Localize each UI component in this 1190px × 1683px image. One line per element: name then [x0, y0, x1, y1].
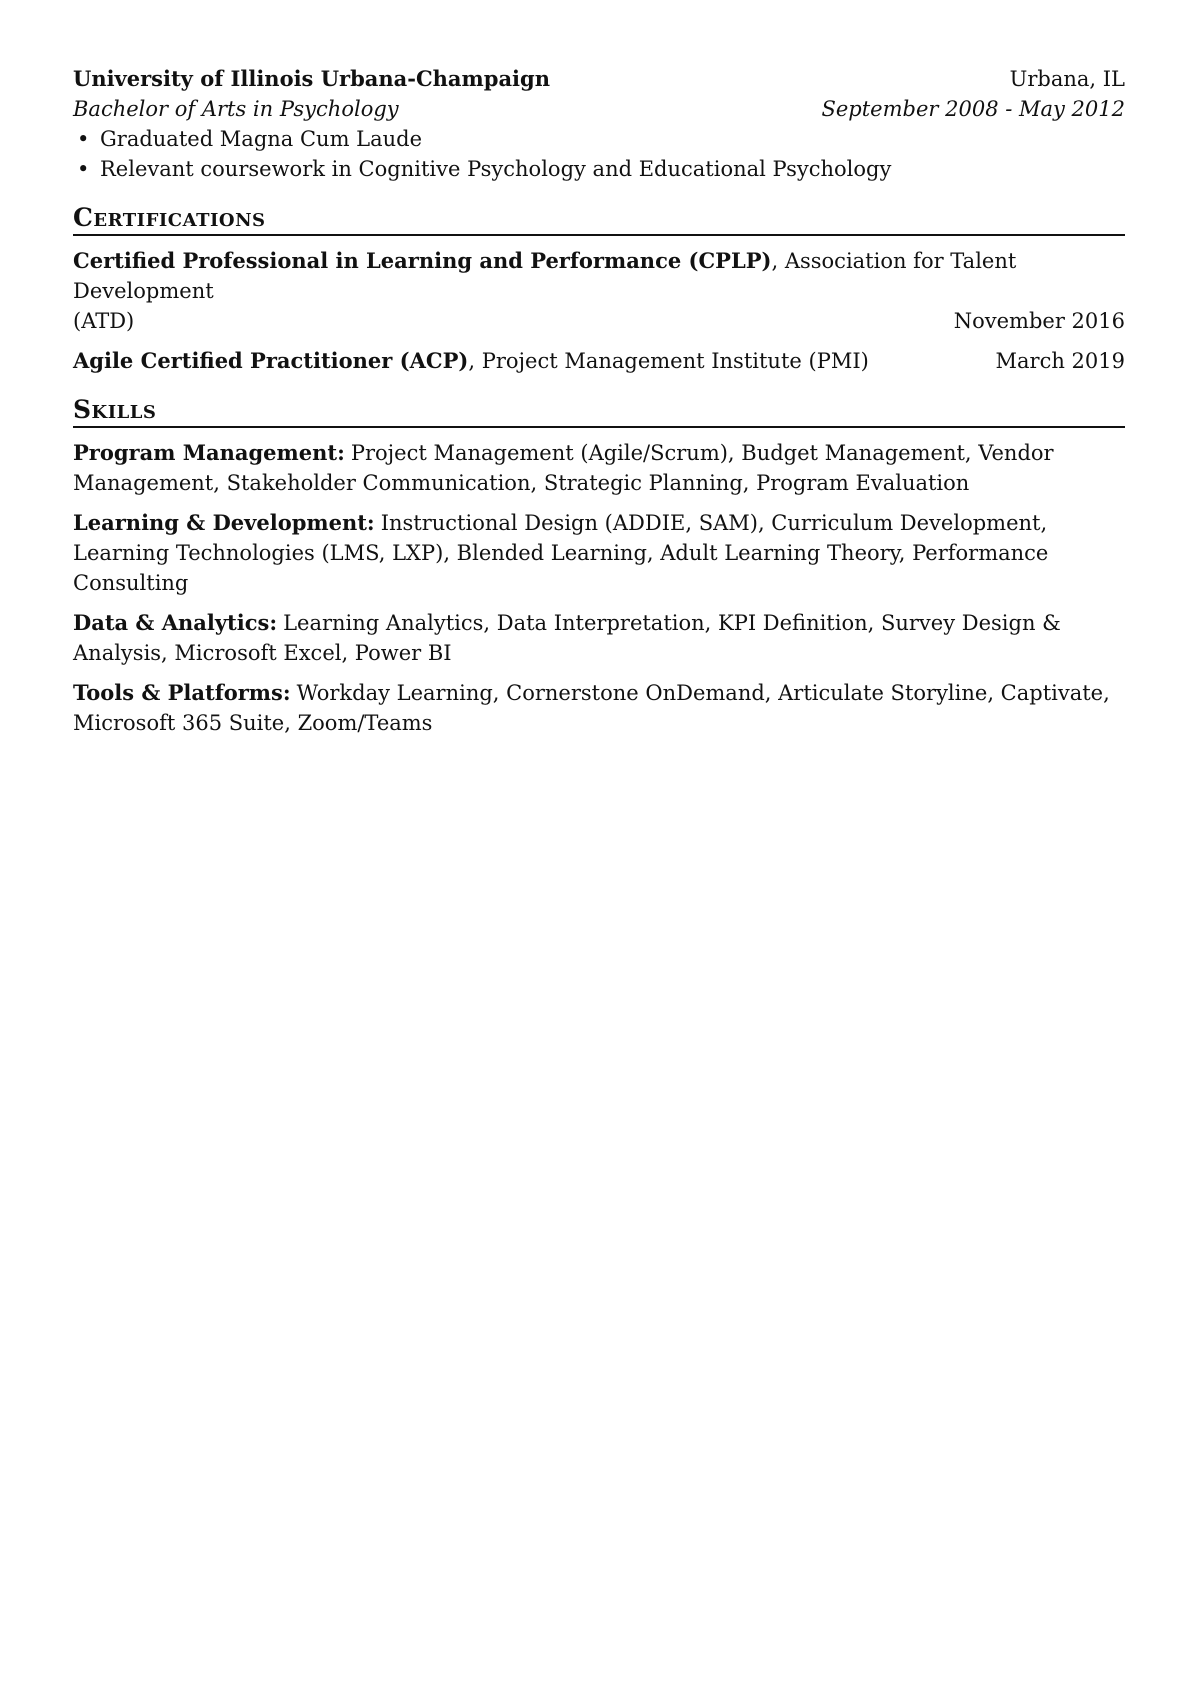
certification-issuer: , Association for Talent Development — [73, 249, 1017, 303]
list-item: • Relevant coursework in Cognitive Psychology and Educational Psychology — [73, 154, 1125, 184]
certification-issuer-continued: (ATD) — [73, 309, 135, 333]
skill-group-text: Project Management (Agile/Scrum), Budget Management, Vendor Management, Stakeholder Communication, Strategic Planning, Program Evaluation — [73, 441, 1054, 495]
skill-group — [73, 508, 1125, 598]
skill-group-label: Program Management: — [73, 440, 345, 465]
skill-group-text: Learning Analytics, Data Interpretation, KPI Definition, Survey Design & Analysis, Microsoft Excel, Power BI — [73, 611, 1061, 665]
certification-entry — [73, 346, 1125, 376]
institution-location: Urbana, IL — [1009, 67, 1125, 91]
skill-group-text: Workday Learning, Cornerstone OnDemand, Articulate Storyline, Captivate, Microsoft 365 Suite, Zoom/Teams — [73, 681, 1110, 735]
certification-date: March 2019 — [995, 349, 1125, 373]
section-heading-certifications: Certifications — [73, 204, 1125, 236]
list-item: • Graduated Magna Cum Laude — [73, 124, 1125, 154]
certification-line — [73, 246, 1125, 306]
certification-entry — [73, 246, 1125, 336]
education-bullet-list — [73, 124, 1125, 184]
skill-group — [73, 608, 1125, 668]
certification-line-continued — [73, 306, 1125, 336]
institution-name: University of Illinois Urbana-Champaign — [73, 66, 550, 91]
education-degree-row — [73, 94, 1125, 124]
resume-page — [73, 64, 1125, 738]
education-entry — [73, 64, 1125, 184]
education-header-row — [73, 64, 1125, 94]
skill-group — [73, 678, 1125, 738]
skill-group-text: Instructional Design (ADDIE, SAM), Curriculum Development, Learning Technologies (LMS, LXP), Blended Learning, Adult Learning Theory, Performance Consulting — [73, 511, 1049, 595]
certification-issuer: , Project Management Institute (PMI) — [468, 349, 869, 373]
skill-group-label: Data & Analytics: — [73, 610, 278, 635]
skill-group-label: Tools & Platforms: — [73, 680, 291, 705]
certification-date: November 2016 — [953, 309, 1125, 333]
skill-group — [73, 438, 1125, 498]
skill-group-label: Learning & Development: — [73, 510, 375, 535]
education-dates: September 2008 - May 2012 — [821, 97, 1125, 121]
certification-name: Agile Certified Practitioner (ACP) — [73, 348, 469, 373]
certification-name: Certified Professional in Learning and Performance (CPLP) — [73, 248, 772, 273]
certification-line — [73, 346, 1125, 376]
section-heading-skills: Skills — [73, 396, 1125, 428]
degree-title: Bachelor of Arts in Psychology — [73, 97, 399, 121]
